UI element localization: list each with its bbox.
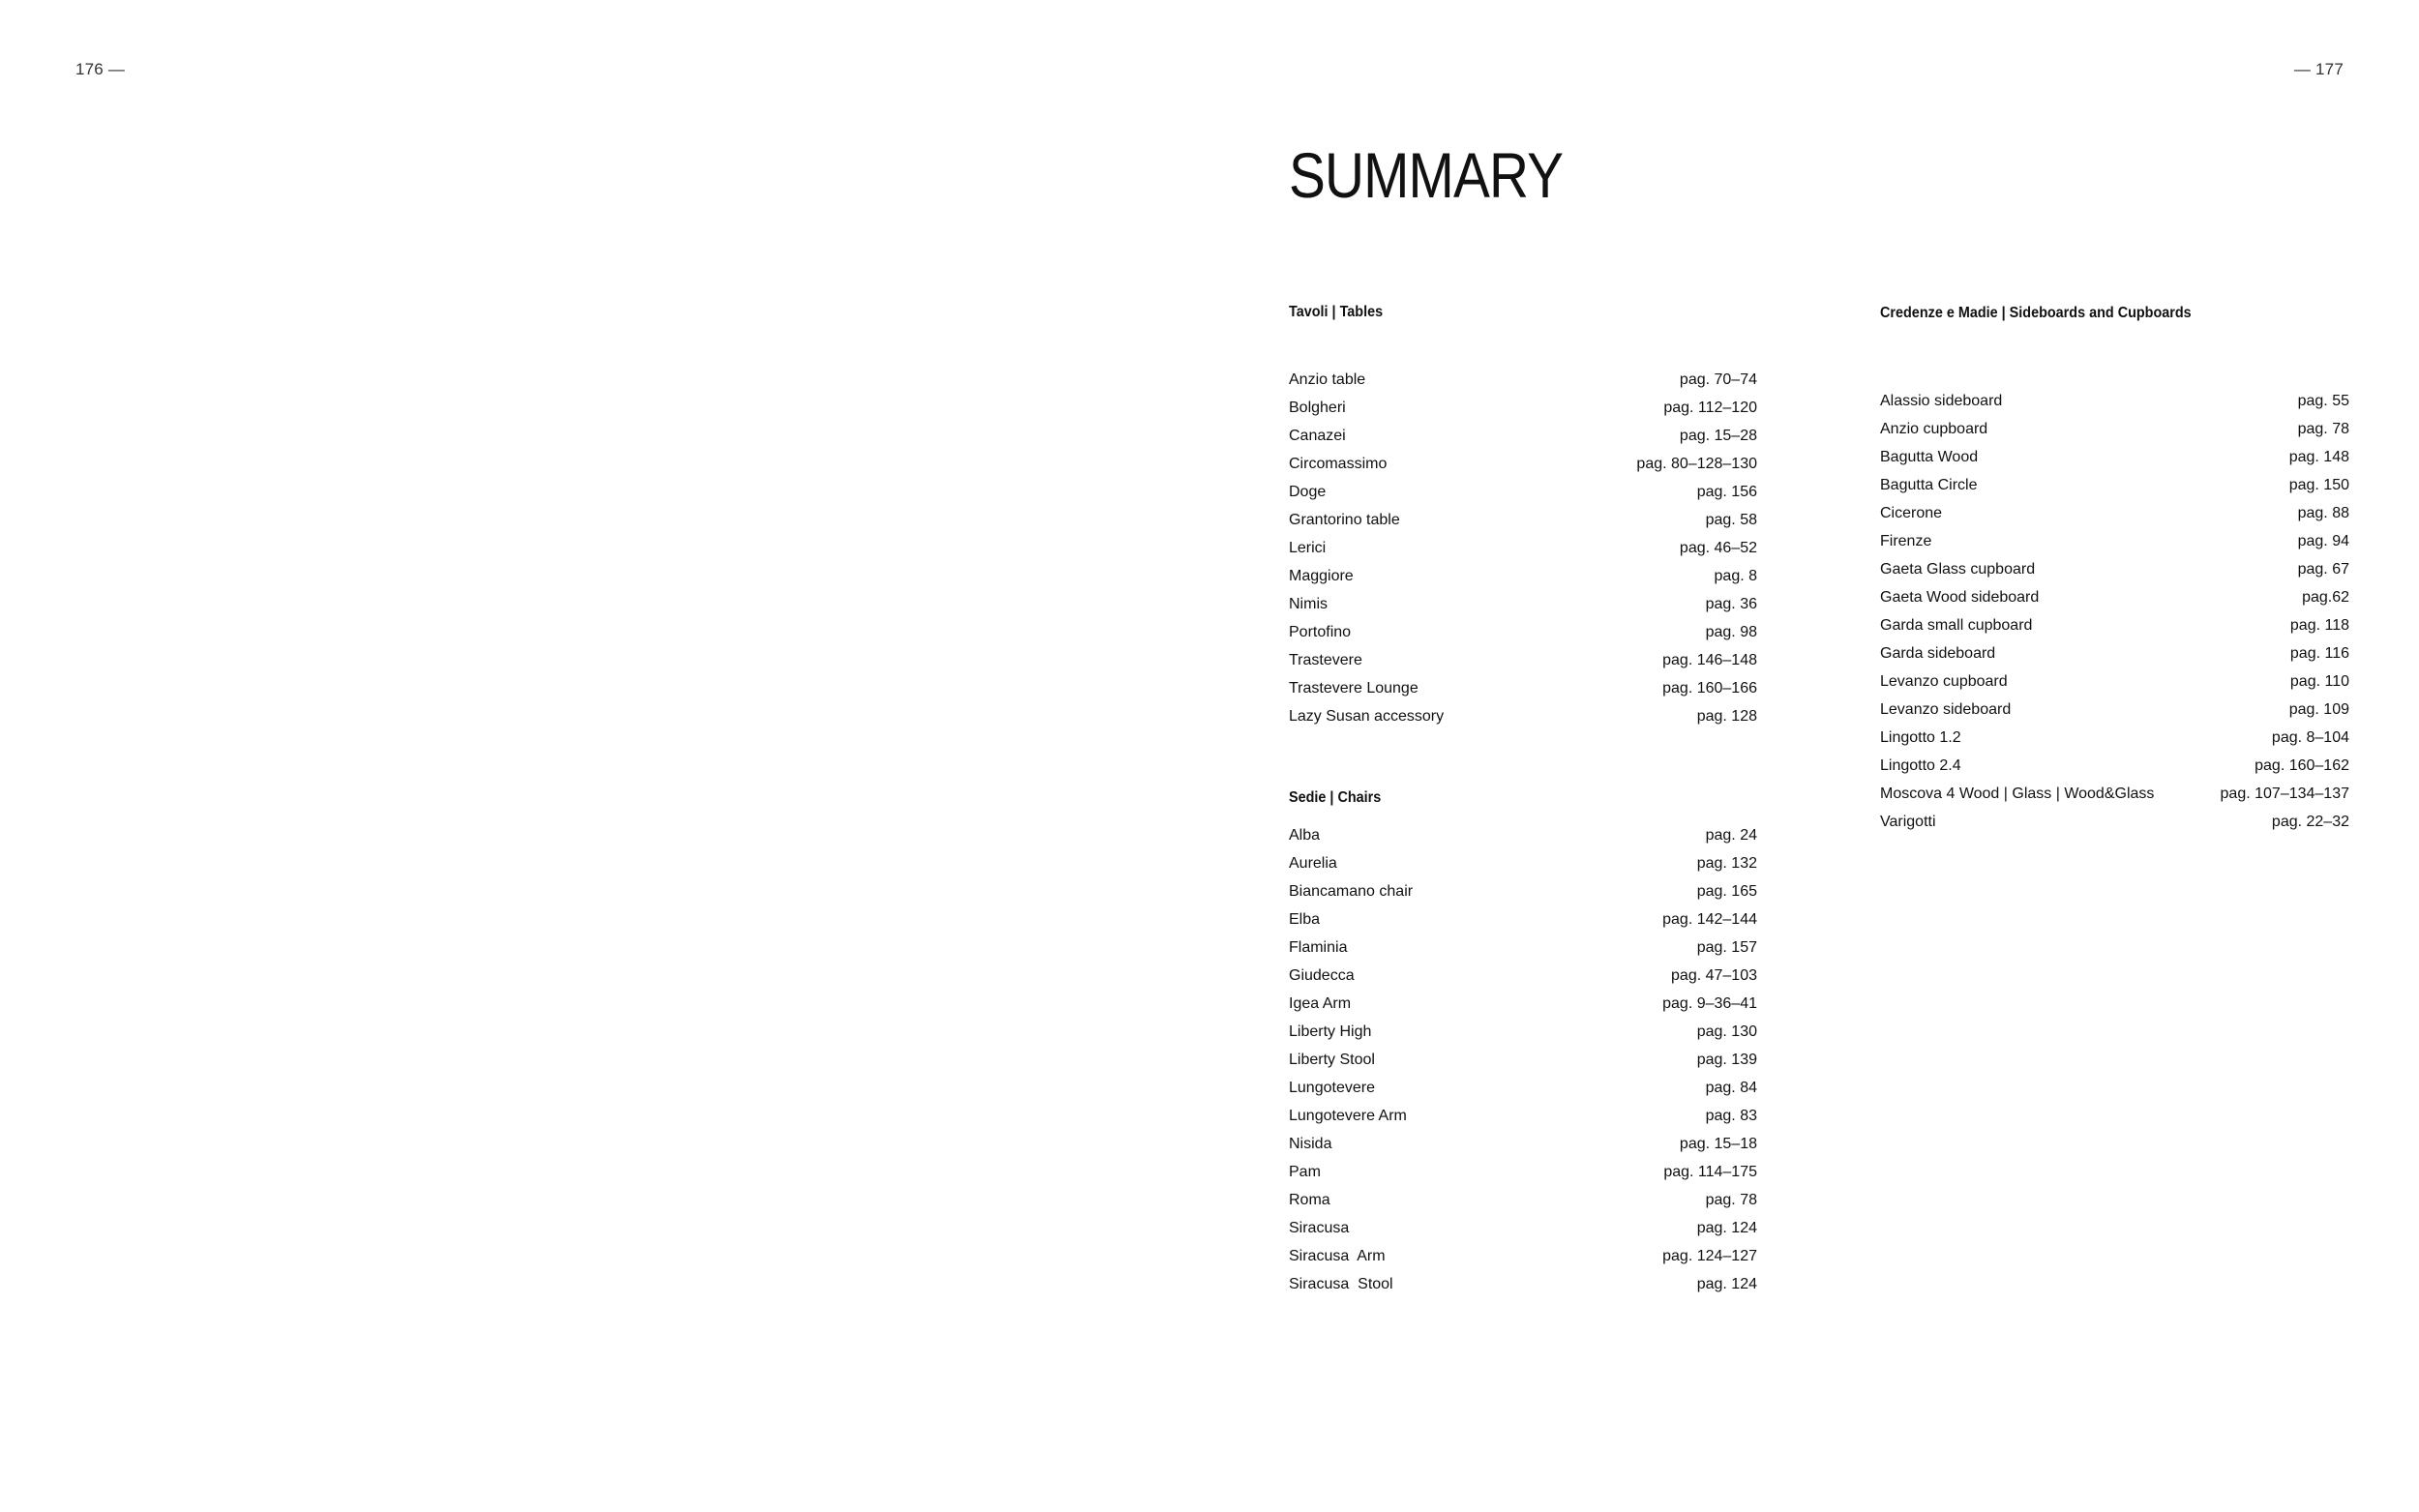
entry-name: Lingotto 2.4 [1880, 757, 1961, 774]
entry-page-ref: pag. 15–18 [1679, 1136, 1757, 1152]
summary-entry [1289, 1270, 1757, 1298]
entry-name: Nisida [1289, 1136, 1332, 1152]
entry-page-ref: pag. 118 [2289, 617, 2349, 634]
entry-page-ref: pag. 132 [1696, 855, 1757, 872]
summary-entry [1289, 366, 1757, 394]
entry-name: Firenze [1880, 533, 1932, 549]
entry-page-ref: pag. 160–166 [1662, 680, 1757, 697]
summary-entry [1289, 877, 1757, 905]
entry-name: Flaminia [1289, 939, 1348, 956]
summary-entry [1289, 962, 1757, 990]
summary-entry [1289, 422, 1757, 450]
entry-name: Levanzo sideboard [1880, 701, 2012, 718]
summary-entry [1289, 821, 1757, 849]
entry-page-ref: pag. 109 [2288, 701, 2349, 718]
entry-page-ref: pag. 98 [1705, 624, 1757, 640]
summary-entry [1880, 555, 2349, 583]
entry-page-ref: pag. 130 [1696, 1023, 1757, 1040]
entry-name: Bolgheri [1289, 400, 1346, 416]
entry-name: Bagutta Wood [1880, 449, 1979, 465]
summary-entry [1289, 450, 1757, 478]
summary-entry [1880, 499, 2349, 527]
entry-name: Biancamano chair [1289, 883, 1414, 900]
summary-entry [1880, 611, 2349, 639]
entry-page-ref: pag. 150 [2288, 477, 2349, 493]
entry-page-ref: pag. 114–175 [1663, 1164, 1757, 1180]
entry-name: Elba [1289, 911, 1321, 928]
entry-name: Alassio sideboard [1880, 393, 2003, 409]
entry-name: Siracusa Arm [1289, 1248, 1386, 1264]
entry-page-ref: pag. 139 [1696, 1052, 1757, 1068]
summary-entry [1289, 1018, 1757, 1046]
entry-page-ref: pag. 142–144 [1662, 911, 1757, 928]
entry-page-ref: pag. 124 [1696, 1220, 1757, 1236]
summary-entry [1289, 702, 1757, 730]
entry-page-ref: pag. 46–52 [1679, 540, 1757, 556]
summary-entry [1289, 990, 1757, 1018]
entry-page-ref: pag. 80–128–130 [1636, 456, 1757, 472]
summary-entry [1289, 1130, 1757, 1158]
entry-page-ref: pag. 8–104 [2271, 729, 2349, 746]
entry-page-ref: pag. 165 [1696, 883, 1757, 900]
entry-name: Giudecca [1289, 967, 1355, 984]
summary-entry [1289, 674, 1757, 702]
summary-entry [1880, 415, 2349, 443]
summary-entry [1289, 506, 1757, 534]
entry-page-ref: pag. 94 [2297, 533, 2349, 549]
summary-entry [1880, 780, 2349, 808]
entry-page-ref: pag. 112–120 [1663, 400, 1757, 416]
summary-entry [1289, 618, 1757, 646]
summary-entry [1289, 934, 1757, 962]
entry-page-ref: pag. 146–148 [1662, 652, 1757, 668]
entry-page-ref: pag. 84 [1705, 1080, 1757, 1096]
summary-entry [1880, 667, 2349, 696]
entry-page-ref: pag. 157 [1696, 939, 1757, 956]
entry-page-ref: pag. 88 [2297, 505, 2349, 521]
entry-name: Anzio table [1289, 371, 1366, 388]
summary-entry [1289, 590, 1757, 618]
entry-list-chairs [1289, 821, 1757, 1298]
entry-page-ref: pag. 116 [2289, 645, 2349, 662]
summary-entry [1289, 905, 1757, 934]
summary-entry [1289, 1186, 1757, 1214]
summary-entry [1880, 696, 2349, 724]
entry-page-ref: pag. 70–74 [1679, 371, 1757, 388]
entry-page-ref: pag. 24 [1705, 827, 1757, 844]
entry-name: Garda sideboard [1880, 645, 1996, 662]
entry-name: Igea Arm [1289, 995, 1352, 1012]
entry-name: Liberty High [1289, 1023, 1372, 1040]
summary-entry [1289, 1158, 1757, 1186]
entry-name: Nimis [1289, 596, 1328, 612]
summary-entry [1289, 1046, 1757, 1074]
summary-entry [1880, 471, 2349, 499]
entry-page-ref: pag. 128 [1696, 708, 1757, 725]
entry-page-ref: pag. 8 [1714, 568, 1757, 584]
summary-entry [1880, 527, 2349, 555]
entry-name: Lerici [1289, 540, 1327, 556]
page-number-right: — 177 [2293, 60, 2344, 78]
entry-name: Circomassimo [1289, 456, 1388, 472]
entry-name: Bagutta Circle [1880, 477, 1978, 493]
entry-name: Liberty Stool [1289, 1052, 1375, 1068]
entry-page-ref: pag. 148 [2288, 449, 2349, 465]
entry-name: Trastevere Lounge [1289, 680, 1419, 697]
page-title: SUMMARY [1289, 139, 1564, 211]
page-number-left: 176 — [75, 60, 126, 78]
section-heading-tables: Tavoli | Tables [1289, 304, 1384, 320]
entry-page-ref: pag. 160–162 [2255, 757, 2349, 774]
entry-name: Anzio cupboard [1880, 421, 1988, 437]
entry-name: Varigotti [1880, 814, 1936, 830]
entry-name: Lazy Susan accessory [1289, 708, 1445, 725]
entry-page-ref: pag. 124 [1696, 1276, 1757, 1292]
entry-list-tables [1289, 366, 1757, 730]
entry-name: Trastevere [1289, 652, 1362, 668]
entry-name: Levanzo cupboard [1880, 673, 2008, 690]
entry-page-ref: pag. 110 [2289, 673, 2349, 690]
entry-name: Lingotto 1.2 [1880, 729, 1961, 746]
entry-name: Maggiore [1289, 568, 1354, 584]
section-heading-sideboards: Credenze e Madie | Sideboards and Cupboards [1880, 305, 2192, 321]
entry-page-ref: pag. 67 [2297, 561, 2349, 578]
section-sideboards [1880, 305, 2349, 836]
summary-entry [1289, 646, 1757, 674]
section-tables [1289, 304, 1757, 730]
summary-entry [1289, 478, 1757, 506]
entry-page-ref: pag. 83 [1705, 1108, 1757, 1124]
summary-entry [1289, 562, 1757, 590]
entry-name: Portofino [1289, 624, 1352, 640]
entry-page-ref: pag. 22–32 [2271, 814, 2349, 830]
summary-entry [1289, 849, 1757, 877]
entry-page-ref: pag. 107–134–137 [2220, 786, 2349, 802]
summary-entry [1289, 1242, 1757, 1270]
entry-name: Lungotevere [1289, 1080, 1375, 1096]
entry-name: Pam [1289, 1164, 1321, 1180]
entry-page-ref: pag. 9–36–41 [1662, 995, 1757, 1012]
entry-page-ref: pag. 55 [2297, 393, 2349, 409]
section-chairs [1289, 789, 1757, 1298]
summary-entry [1289, 1102, 1757, 1130]
entry-name: Aurelia [1289, 855, 1337, 872]
entry-name: Siracusa [1289, 1220, 1350, 1236]
entry-name: Grantorino table [1289, 512, 1400, 528]
entry-name: Canazei [1289, 428, 1346, 444]
entry-page-ref: pag. 58 [1705, 512, 1757, 528]
summary-entry [1880, 808, 2349, 836]
summary-entry [1880, 639, 2349, 667]
entry-name: Doge [1289, 484, 1327, 500]
entry-page-ref: pag.62 [2302, 589, 2349, 606]
section-heading-chairs: Sedie | Chairs [1289, 789, 1382, 806]
entry-page-ref: pag. 78 [2297, 421, 2349, 437]
entry-page-ref: pag. 47–103 [1671, 967, 1757, 984]
entry-name: Garda small cupboard [1880, 617, 2033, 634]
summary-entry [1289, 394, 1757, 422]
entry-name: Lungotevere Arm [1289, 1108, 1407, 1124]
summary-entry [1880, 583, 2349, 611]
entry-name: Gaeta Wood sideboard [1880, 589, 2040, 606]
entry-name: Cicerone [1880, 505, 1943, 521]
entry-name: Roma [1289, 1192, 1330, 1208]
summary-entry [1880, 752, 2349, 780]
summary-entry [1289, 1214, 1757, 1242]
summary-entry [1880, 724, 2349, 752]
entry-page-ref: pag. 156 [1696, 484, 1757, 500]
entry-name: Alba [1289, 827, 1321, 844]
summary-entry [1880, 387, 2349, 415]
entry-name: Siracusa Stool [1289, 1276, 1393, 1292]
entry-page-ref: pag. 15–28 [1679, 428, 1757, 444]
summary-entry [1289, 1074, 1757, 1102]
entry-page-ref: pag. 124–127 [1662, 1248, 1757, 1264]
entry-page-ref: pag. 78 [1705, 1192, 1757, 1208]
entry-list-sideboards [1880, 387, 2349, 836]
entry-name: Moscova 4 Wood | Glass | Wood&Glass [1880, 786, 2155, 802]
summary-entry [1289, 534, 1757, 562]
entry-page-ref: pag. 36 [1705, 596, 1757, 612]
entry-name: Gaeta Glass cupboard [1880, 561, 2036, 578]
summary-entry [1880, 443, 2349, 471]
